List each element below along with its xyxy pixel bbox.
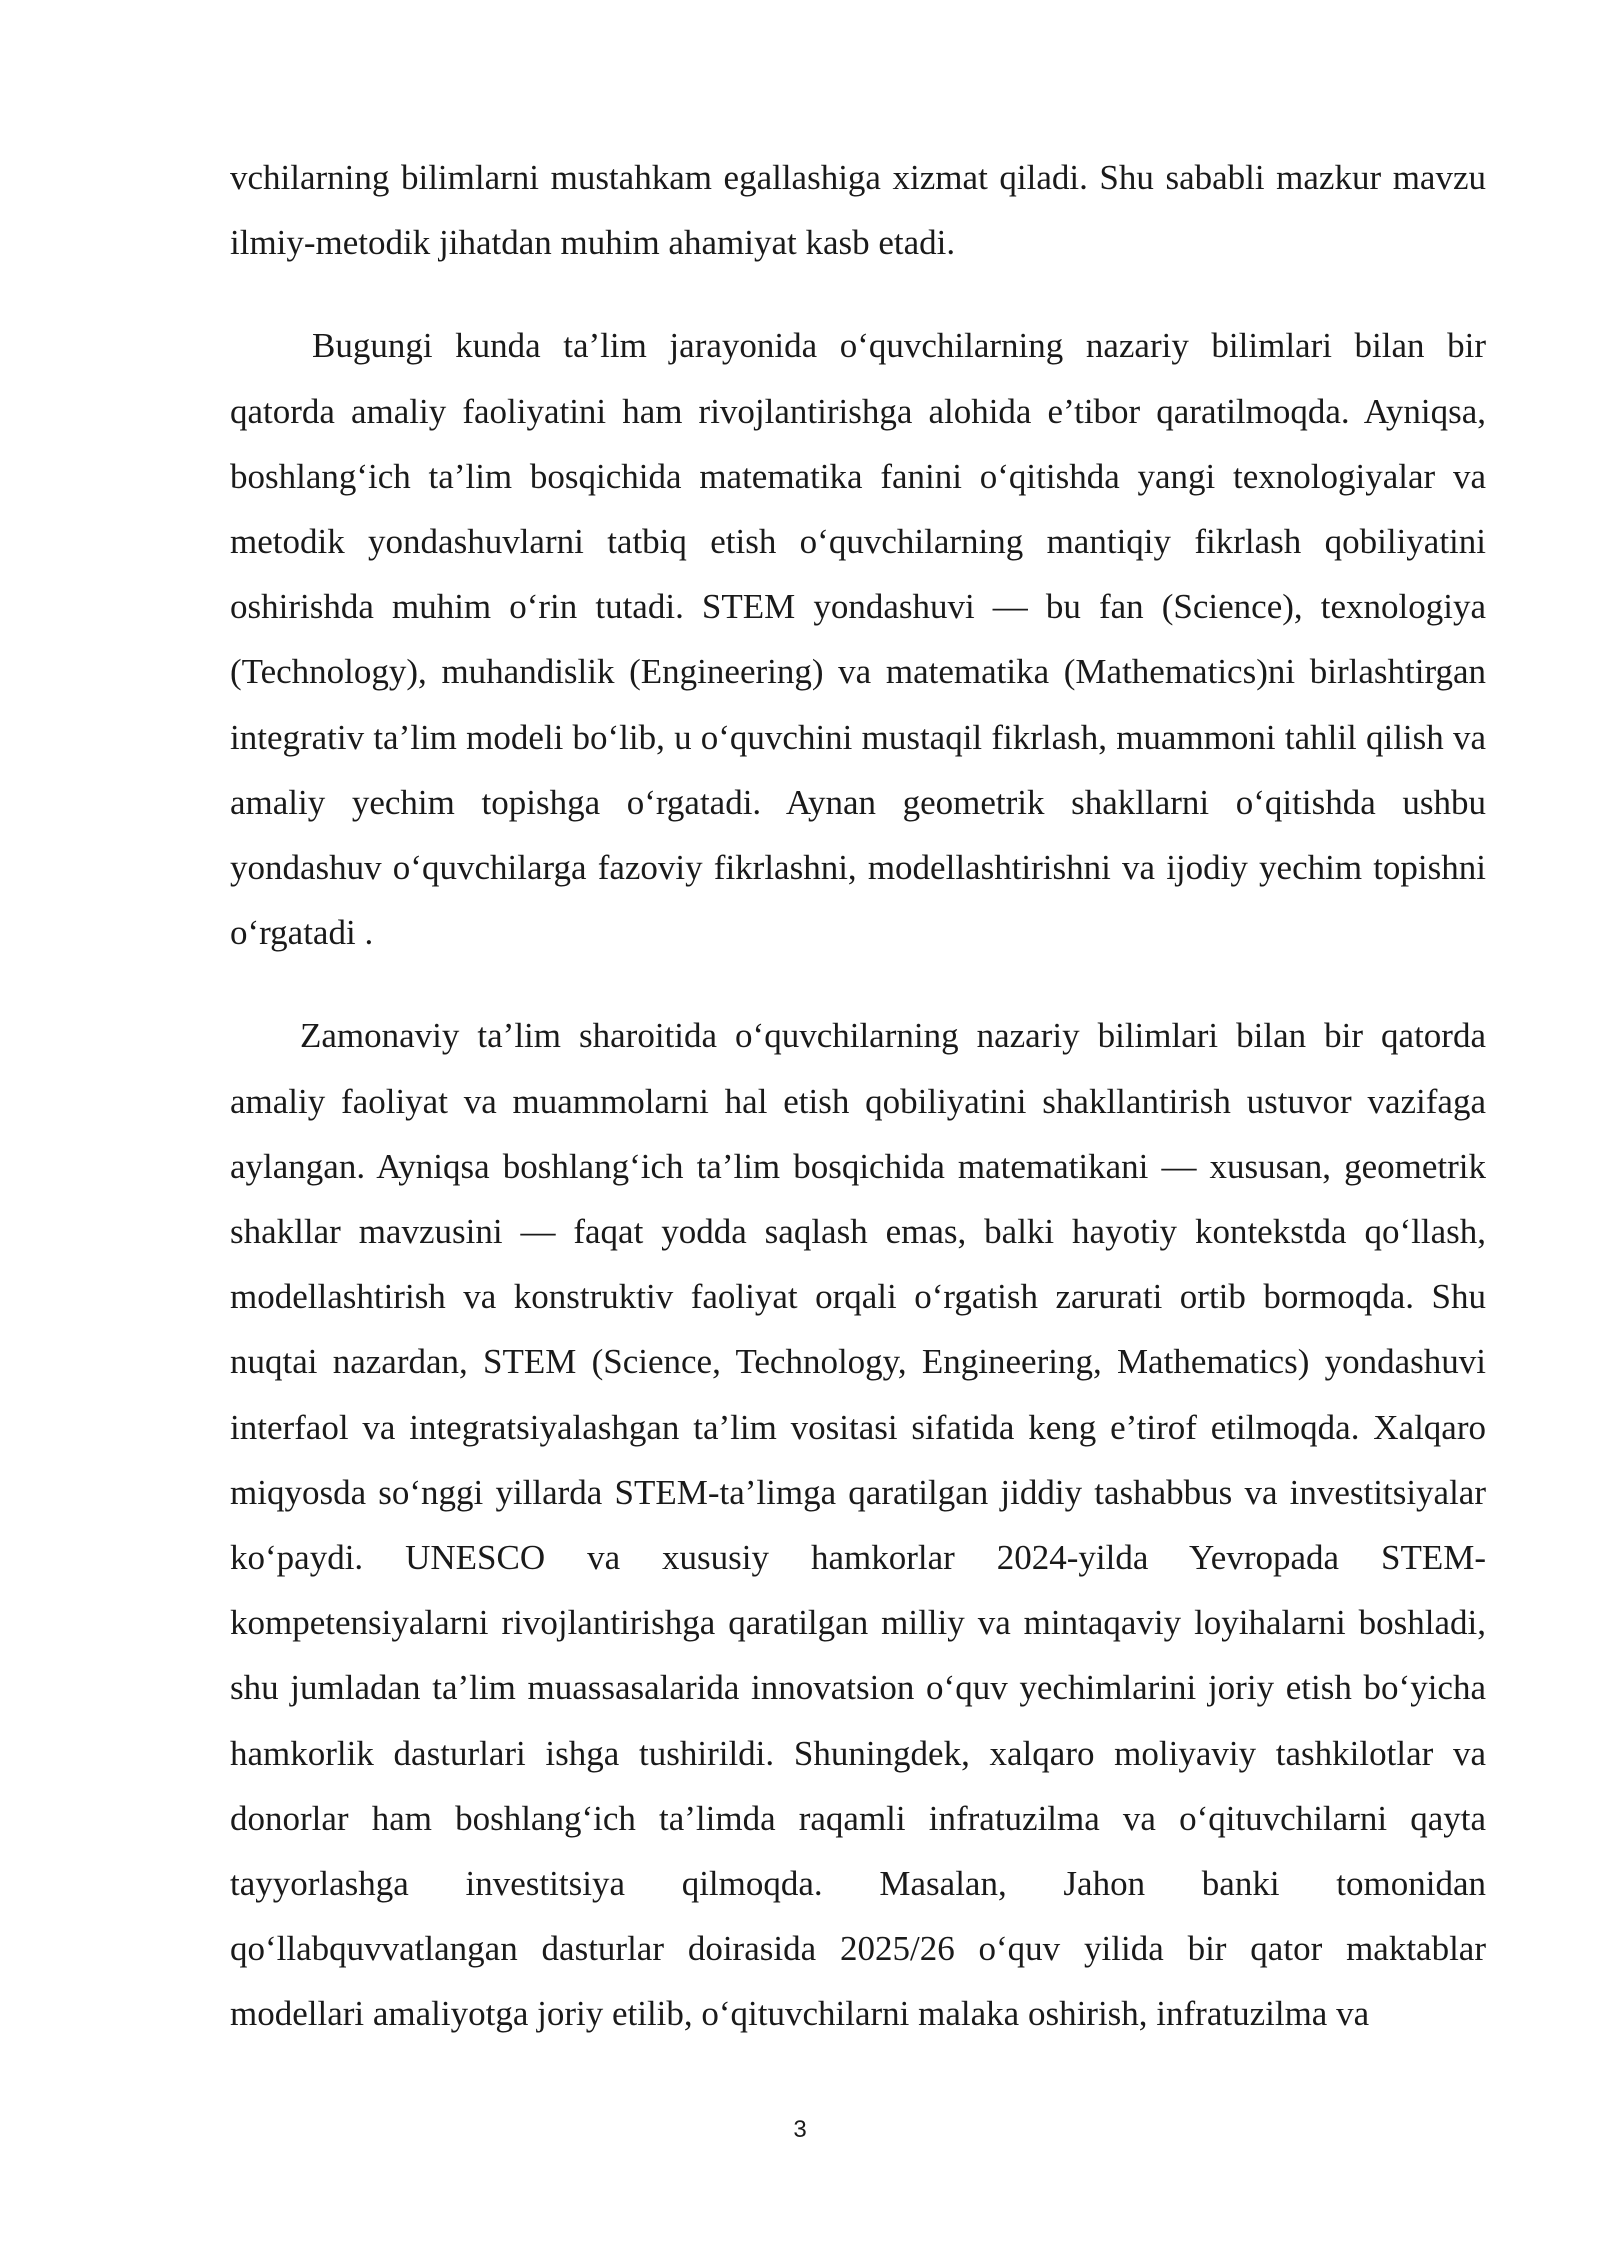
paragraph-stem-approach: Bugungi kunda ta’lim jarayonida o‘quvchilarning nazariy bilimlari bilan bir qatorda amaliy faoliyatini ham rivojlantirishga alohida e’tibor qaratilmoqda. Ayniqsa, boshlang‘ich ta’lim bosqichida matematika fanini o‘qitishda yangi texnologiyalar va metodik yondashuvlarni tatbiq etish o‘quvchilarning mantiqiy fikrlash qobiliyatini oshirishda muhim o‘rin tutadi. STEM yondashuvi — bu fan (Science), texnologiya (Technology), muhandislik (Engineering) va matematika (Mathematics)ni birlashtirgan integrativ ta’lim modeli bo‘lib, u o‘quvchini mustaqil fikrlash, muammoni tahlil qilish va amaliy yechim topishga o‘rgatadi. Aynan geometrik shakllarni o‘qitishda ushbu yondashuv o‘quvchilarga fazoviy fikrlashni, modellashtirishni va ijodiy yechim topishni o‘rgatadi . bbox=[230, 326, 1486, 953]
paragraph-modern-education: Zamonaviy ta’lim sharoitida o‘quvchilarning nazariy bilimlari bilan bir qatorda amaliy faoliyat va muammolarni hal etish qobiliyatini shakllantirish ustuvor vazifaga aylangan. Ayniqsa boshlang‘ich ta’lim bosqichida matematikani — xususan, geometrik shakllar mavzusini — faqat yodda saqlash emas, balki hayotiy kontekstda qo‘llash, modellashtirish va konstruktiv faoliyat orqali o‘rgatish zarurati ortib bormoqda. Shu nuqtai nazardan, STEM (Science, Technology, Engineering, Mathematics) yondashuvi interfaol va integratsiyalashgan ta’lim vositasi sifatida keng e’tirof etilmoqda. Xalqaro miqyosda so‘nggi yillarda STEM-ta’limga qaratilgan jiddiy tashabbus va investitsiyalar ko‘paydi. UNESCO va xususiy hamkorlar 2024-yilda Yevropada STEM-kompetensiyalarni rivojlantirishga qaratilgan milliy va mintaqaviy loyihalarni boshladi, shu jumladan ta’lim muassasalarida innovatsion o‘quv yechimlarini joriy etish bo‘yicha hamkorlik dasturlari ishga tushirildi. Shuningdek, xalqaro moliyaviy tashkilotlar va donorlar ham boshlang‘ich ta’limda raqamli infratuzilma va o‘qituvchilarni qayta tayyorlashga investitsiya qilmoqda. Masalan, Jahon banki tomonidan qo‘llabquvvatlangan dasturlar doirasida 2025/26 o‘quv yilida bir qator maktablar modellari amaliyotga joriy etilib, o‘qituvchilarni malaka oshirish, infratuzilma va bbox=[230, 1016, 1486, 2034]
page-number: 3 bbox=[793, 2116, 807, 2143]
body-text bbox=[230, 145, 1486, 2047]
paragraph-continuation: vchilarning bilimlarni mustahkam egallashiga xizmat qiladi. Shu sababli mazkur mavzu ilmiy-metodik jihatdan muhim ahamiyat kasb etadi. bbox=[230, 158, 1486, 263]
